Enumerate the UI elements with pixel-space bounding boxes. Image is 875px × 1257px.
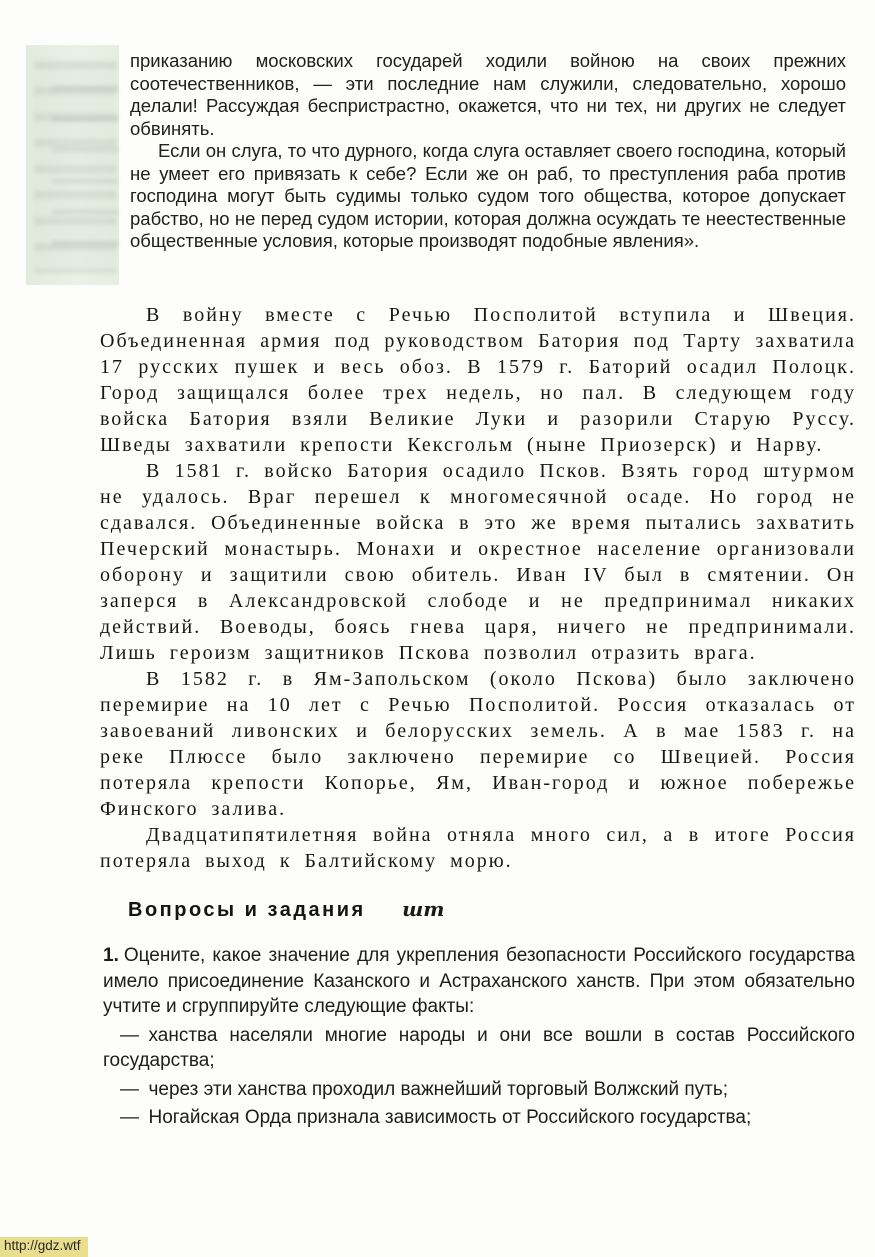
- body-paragraph: Двадцатипятилетняя война отняла много сил, а в итоге Россия потеряла выход к Балтийскому морю.: [100, 824, 856, 872]
- quote-paragraph: Если он слуга, то что дурного, когда слуга оставляет своего господина, который не умеет его привязать к себе? Если же он раб, то преступления раба против господина могут быть судимы только судом того общества, которое допускает рабство, но не перед судом истории, которая должна осуждать те неестественные общественные условия, которые производят подобные явления».: [130, 140, 846, 251]
- body-paragraph: В войну вместе с Речью Посполитой вступила и Швеция. Объединенная армия под руководством Батория под Тарту захватила 17 русских пушек и весь обоз. В 1579 г. Баторий осадил Полоцк. Город защищался более трех недель, но пал. В следующем году войска Батория взяли Великие Луки и разорили Старую Руссу. Шведы захватили крепости Кексгольм (ныне Приозерск) и Нарву.: [100, 304, 856, 456]
- body-paragraph: В 1581 г. войско Батория осадило Псков. Взять город штурмом не удалось. Враг перешел к многомесячной осаде. Но город не сдавался. Объединенные войска в это же время пытались захватить Печерский монастырь. Монахи и окрестное население организовали оборону и защитили свою обитель. Иван IV был в смятении. Он заперся в Александровской слободе и не предпринимал никаких действий. Воеводы, боясь гнева царя, ничего не предпринимали. Лишь героизм защитников Пскова позволил отразить врага.: [100, 460, 856, 664]
- questions-block: [103, 943, 855, 1131]
- fact-item: — Ногайская Орда признала зависимость от Российского государства;: [120, 1107, 752, 1128]
- quote-block: [130, 50, 846, 253]
- fact-item: — через эти ханства проходил важнейший торговый Волжский путь;: [120, 1078, 729, 1100]
- questions-heading: Вопросы и задания: [128, 899, 366, 921]
- question-text: Оцените, какое значение для укрепления безопасности Российского государства имело присоединение Казанского и Астраханского ханств. При этом обязательно учтите и сгруппируйте следующие факты:: [103, 945, 855, 1017]
- handwritten-mark: шт: [402, 897, 445, 921]
- question-number: 1.: [103, 945, 119, 966]
- watermark-url[interactable]: http://gdz.wtf: [0, 1237, 88, 1257]
- quote-paragraph: приказанию московских государей ходили войною на своих прежних соотечественников, — эти последние нам служили, следовательно, хорошо делали! Рассуждая беспристрастно, окажется, что ни тех, ни других не следует обвинять.: [130, 50, 846, 139]
- fact-item: — ханства населяли многие народы и они все вошли в состав Российского государства;: [103, 1024, 855, 1071]
- body-paragraph: В 1582 г. в Ям-Запольском (около Пскова) было заключено перемирие на 10 лет с Речью Посполитой. Россия отказалась от завоеваний ливонских и белорусских земель. А в мае 1583 г. на реке Плюссе было заключено перемирие со Швецией. Россия потеряла крепости Копорье, Ям, Иван-город и южное побережье Финского залива.: [100, 668, 856, 820]
- questions-heading-row: [128, 897, 444, 922]
- question-item: [103, 943, 855, 1020]
- page-bleedthrough-strip: [26, 45, 119, 285]
- main-text-block: [100, 302, 856, 874]
